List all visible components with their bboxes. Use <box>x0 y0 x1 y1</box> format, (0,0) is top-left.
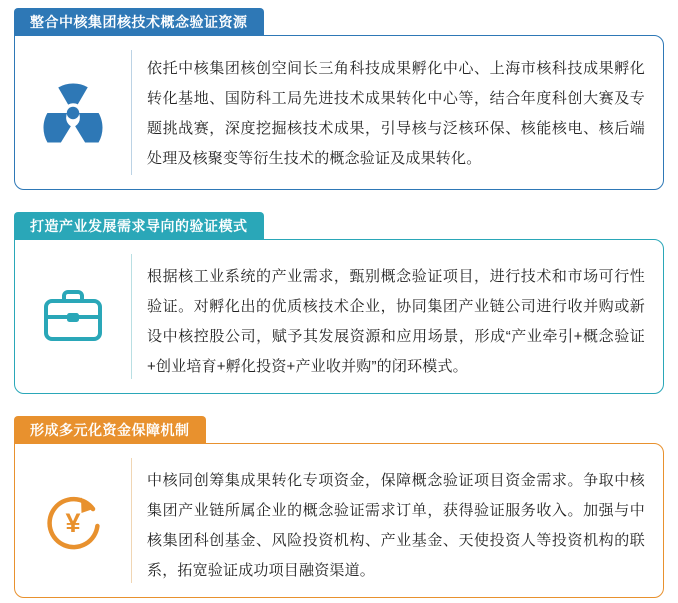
block-title-tab: 整合中核集团核技术概念验证资源 <box>14 8 264 36</box>
block-paragraph: 中核同创筹集成果转化专项资金，保障概念验证项目资金需求。争取中核集团产业链所属企业的概念验证需求订单，获得验证服务收入。加强与中核集团科创基金、风险投资机构、产业基金、天使投资人等投资机构的联系，拓宽验证成功项目融资渠道。 <box>147 472 645 579</box>
vertical-divider <box>131 50 132 175</box>
briefcase-icon <box>15 240 131 393</box>
vertical-divider <box>131 458 132 583</box>
block-body <box>14 35 664 190</box>
svg-text:¥: ¥ <box>65 507 81 538</box>
block-body <box>14 239 664 394</box>
yuan-refresh-icon <box>15 444 131 597</box>
radiation-icon <box>15 36 131 189</box>
block-body <box>14 443 664 598</box>
block-paragraph: 依托中核集团核创空间长三角科技成果孵化中心、上海市核科技成果孵化转化基地、国防科工局先进技术成果转化中心等，结合年度科创大赛及专题挑战赛，深度挖掘核技术成果，引导核与泛核环保、核能核电、核后端处理及核聚变等衍生技术的概念验证及成果转化。 <box>147 60 645 167</box>
info-block-funding <box>14 416 664 598</box>
block-title-tab: 形成多元化资金保障机制 <box>14 416 206 444</box>
info-block-integration <box>14 8 664 190</box>
block-title-tab: 打造产业发展需求导向的验证模式 <box>14 212 264 240</box>
info-block-validation-model <box>14 212 664 394</box>
vertical-divider <box>131 254 132 379</box>
block-paragraph: 根据核工业系统的产业需求，甄别概念验证项目，进行技术和市场可行性验证。对孵化出的优质核技术企业，协同集团产业链公司进行收并购或新设中核控股公司，赋予其发展资源和应用场景，形成“产业牵引+概念验证+创业培育+孵化投资+产业收并购”的闭环模式。 <box>147 268 645 375</box>
